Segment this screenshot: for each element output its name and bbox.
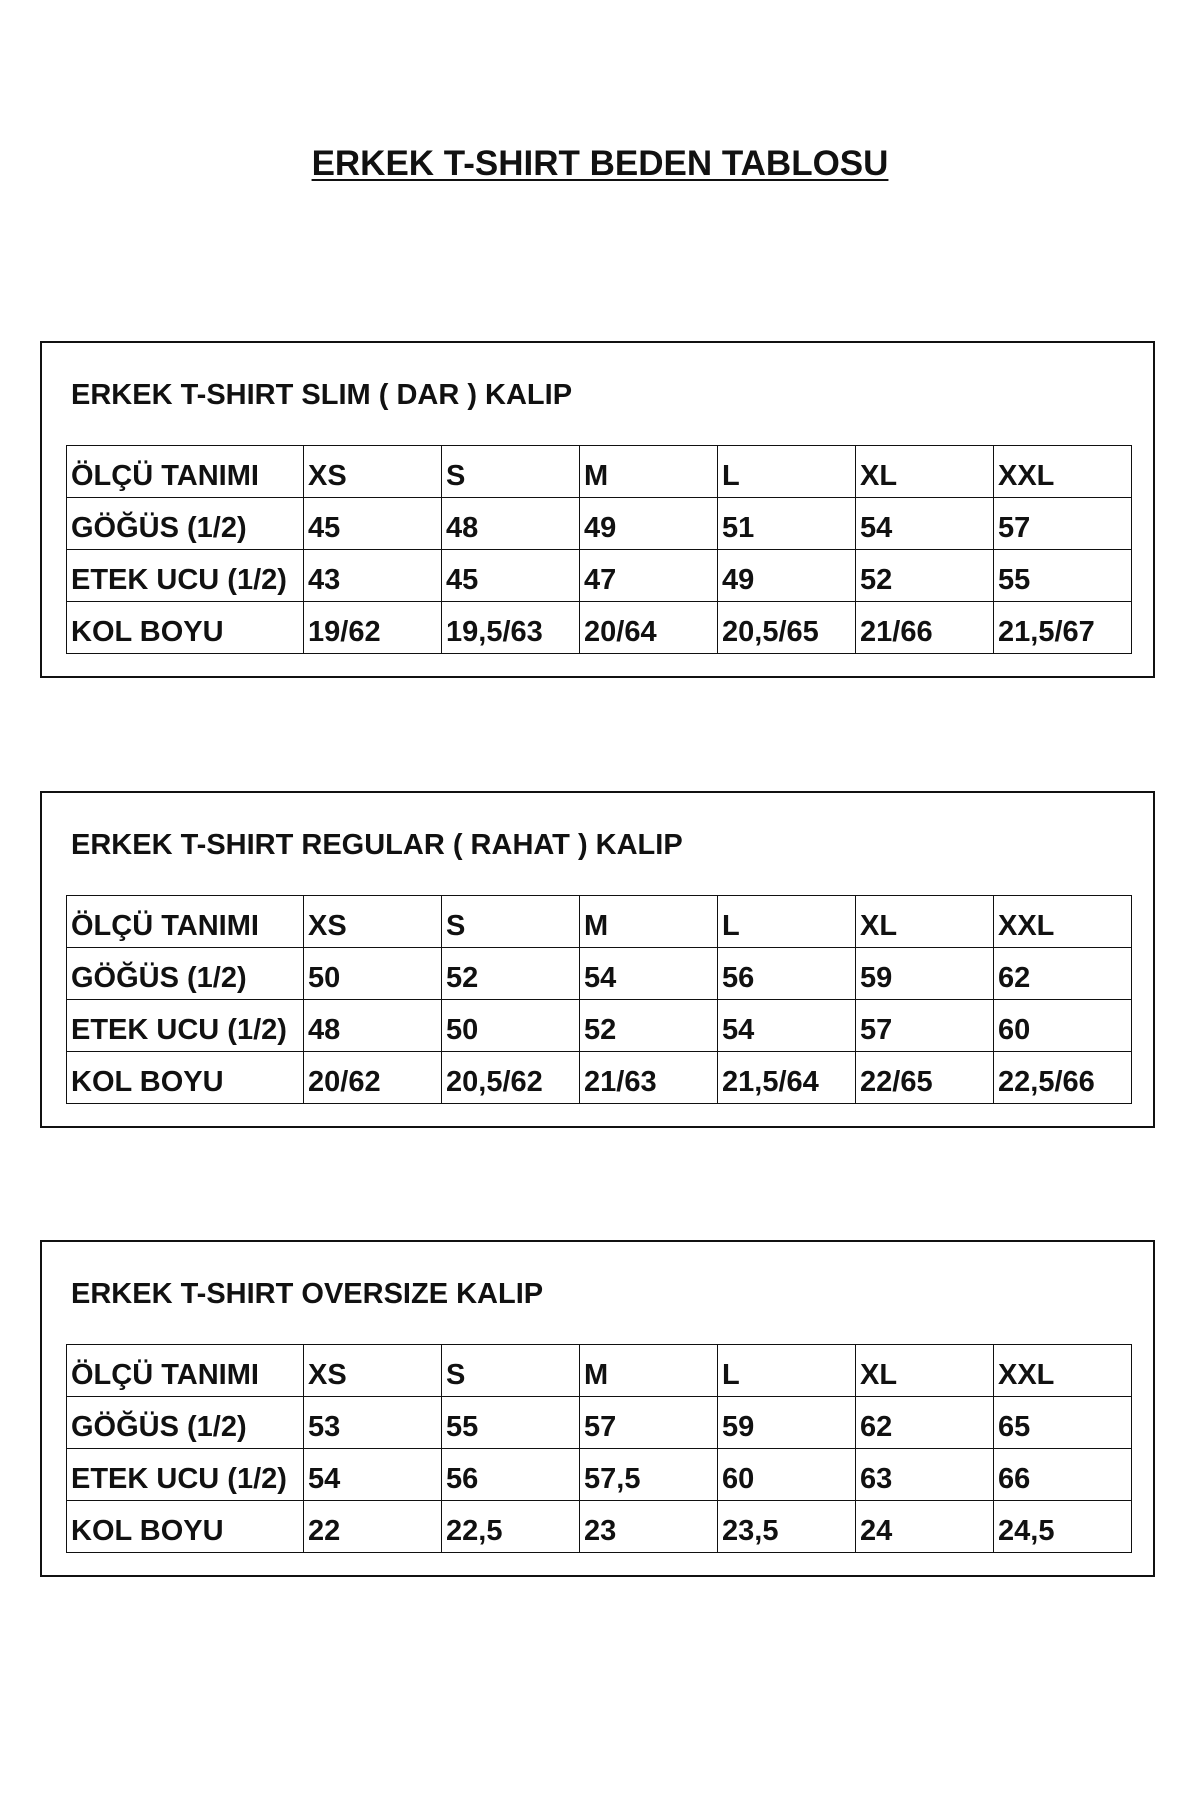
size-table — [66, 895, 1132, 1104]
header-row — [67, 446, 1132, 498]
measurement-cell: 45 — [442, 550, 580, 602]
measurement-cell: 53 — [304, 1397, 442, 1449]
size-header-cell: S — [442, 446, 580, 498]
regular-fit-section — [40, 791, 1155, 1128]
measurement-cell: 54 — [580, 948, 718, 1000]
measurement-cell: 54 — [856, 498, 994, 550]
measurement-cell: 57,5 — [580, 1449, 718, 1501]
measurement-cell: 56 — [442, 1449, 580, 1501]
row-label-cell: ÖLÇÜ TANIMI — [67, 446, 304, 498]
measurement-cell: 22 — [304, 1501, 442, 1553]
section-title: ERKEK T-SHIRT REGULAR ( RAHAT ) KALIP — [71, 829, 683, 861]
measurement-cell: 55 — [442, 1397, 580, 1449]
hem-row — [67, 1449, 1132, 1501]
measurement-cell: 47 — [580, 550, 718, 602]
sleeve-row — [67, 1501, 1132, 1553]
measurement-cell: 63 — [856, 1449, 994, 1501]
size-header-cell: M — [580, 1345, 718, 1397]
measurement-cell: 54 — [304, 1449, 442, 1501]
size-table — [66, 445, 1132, 654]
measurement-cell: 20,5/62 — [442, 1052, 580, 1104]
row-label-cell: ÖLÇÜ TANIMI — [67, 1345, 304, 1397]
size-header-cell: XL — [856, 896, 994, 948]
row-label-cell: ÖLÇÜ TANIMI — [67, 896, 304, 948]
chest-row — [67, 498, 1132, 550]
slim-fit-section — [40, 341, 1155, 678]
measurement-cell: 22,5 — [442, 1501, 580, 1553]
size-header-cell: XXL — [994, 896, 1132, 948]
size-header-cell: XL — [856, 446, 994, 498]
measurement-cell: 48 — [442, 498, 580, 550]
size-header-cell: L — [718, 1345, 856, 1397]
measurement-cell: 52 — [856, 550, 994, 602]
measurement-cell: 21,5/64 — [718, 1052, 856, 1104]
measurement-cell: 21/66 — [856, 602, 994, 654]
measurement-cell: 19/62 — [304, 602, 442, 654]
row-label-cell: ETEK UCU (1/2) — [67, 1000, 304, 1052]
section-title: ERKEK T-SHIRT OVERSIZE KALIP — [71, 1278, 544, 1310]
row-label-cell: KOL BOYU — [67, 1501, 304, 1553]
measurement-cell: 66 — [994, 1449, 1132, 1501]
page-title-text: ERKEK T-SHIRT BEDEN TABLOSU — [311, 144, 889, 183]
row-label-cell: KOL BOYU — [67, 602, 304, 654]
row-label-cell: GÖĞÜS (1/2) — [67, 498, 304, 550]
size-header-cell: XS — [304, 446, 442, 498]
chest-row — [67, 948, 1132, 1000]
sleeve-row — [67, 602, 1132, 654]
oversize-fit-section — [40, 1240, 1155, 1577]
page-title — [0, 144, 1200, 184]
sleeve-row — [67, 1052, 1132, 1104]
size-header-cell: XL — [856, 1345, 994, 1397]
header-row — [67, 896, 1132, 948]
measurement-cell: 52 — [580, 1000, 718, 1052]
measurement-cell: 50 — [442, 1000, 580, 1052]
size-header-cell: XS — [304, 1345, 442, 1397]
size-table — [66, 1344, 1132, 1553]
measurement-cell: 56 — [718, 948, 856, 1000]
hem-row — [67, 550, 1132, 602]
row-label-cell: ETEK UCU (1/2) — [67, 550, 304, 602]
measurement-cell: 43 — [304, 550, 442, 602]
row-label-cell: KOL BOYU — [67, 1052, 304, 1104]
hem-row — [67, 1000, 1132, 1052]
size-header-cell: L — [718, 446, 856, 498]
size-header-cell: XXL — [994, 1345, 1132, 1397]
measurement-cell: 50 — [304, 948, 442, 1000]
measurement-cell: 20/62 — [304, 1052, 442, 1104]
measurement-cell: 59 — [856, 948, 994, 1000]
measurement-cell: 57 — [994, 498, 1132, 550]
size-header-cell: S — [442, 896, 580, 948]
measurement-cell: 19,5/63 — [442, 602, 580, 654]
row-label-cell: GÖĞÜS (1/2) — [67, 948, 304, 1000]
measurement-cell: 21,5/67 — [994, 602, 1132, 654]
measurement-cell: 45 — [304, 498, 442, 550]
header-row — [67, 1345, 1132, 1397]
size-header-cell: L — [718, 896, 856, 948]
row-label-cell: GÖĞÜS (1/2) — [67, 1397, 304, 1449]
measurement-cell: 49 — [718, 550, 856, 602]
measurement-cell: 22,5/66 — [994, 1052, 1132, 1104]
size-header-cell: M — [580, 446, 718, 498]
measurement-cell: 54 — [718, 1000, 856, 1052]
measurement-cell: 21/63 — [580, 1052, 718, 1104]
measurement-cell: 23,5 — [718, 1501, 856, 1553]
measurement-cell: 52 — [442, 948, 580, 1000]
measurement-cell: 20/64 — [580, 602, 718, 654]
size-header-cell: M — [580, 896, 718, 948]
measurement-cell: 55 — [994, 550, 1132, 602]
measurement-cell: 51 — [718, 498, 856, 550]
measurement-cell: 48 — [304, 1000, 442, 1052]
row-label-cell: ETEK UCU (1/2) — [67, 1449, 304, 1501]
measurement-cell: 49 — [580, 498, 718, 550]
measurement-cell: 62 — [994, 948, 1132, 1000]
measurement-cell: 59 — [718, 1397, 856, 1449]
measurement-cell: 65 — [994, 1397, 1132, 1449]
measurement-cell: 60 — [994, 1000, 1132, 1052]
measurement-cell: 60 — [718, 1449, 856, 1501]
size-header-cell: S — [442, 1345, 580, 1397]
measurement-cell: 57 — [580, 1397, 718, 1449]
measurement-cell: 24,5 — [994, 1501, 1132, 1553]
measurement-cell: 57 — [856, 1000, 994, 1052]
size-header-cell: XS — [304, 896, 442, 948]
chest-row — [67, 1397, 1132, 1449]
measurement-cell: 24 — [856, 1501, 994, 1553]
measurement-cell: 23 — [580, 1501, 718, 1553]
measurement-cell: 20,5/65 — [718, 602, 856, 654]
measurement-cell: 62 — [856, 1397, 994, 1449]
size-header-cell: XXL — [994, 446, 1132, 498]
measurement-cell: 22/65 — [856, 1052, 994, 1104]
section-title: ERKEK T-SHIRT SLIM ( DAR ) KALIP — [71, 379, 573, 411]
